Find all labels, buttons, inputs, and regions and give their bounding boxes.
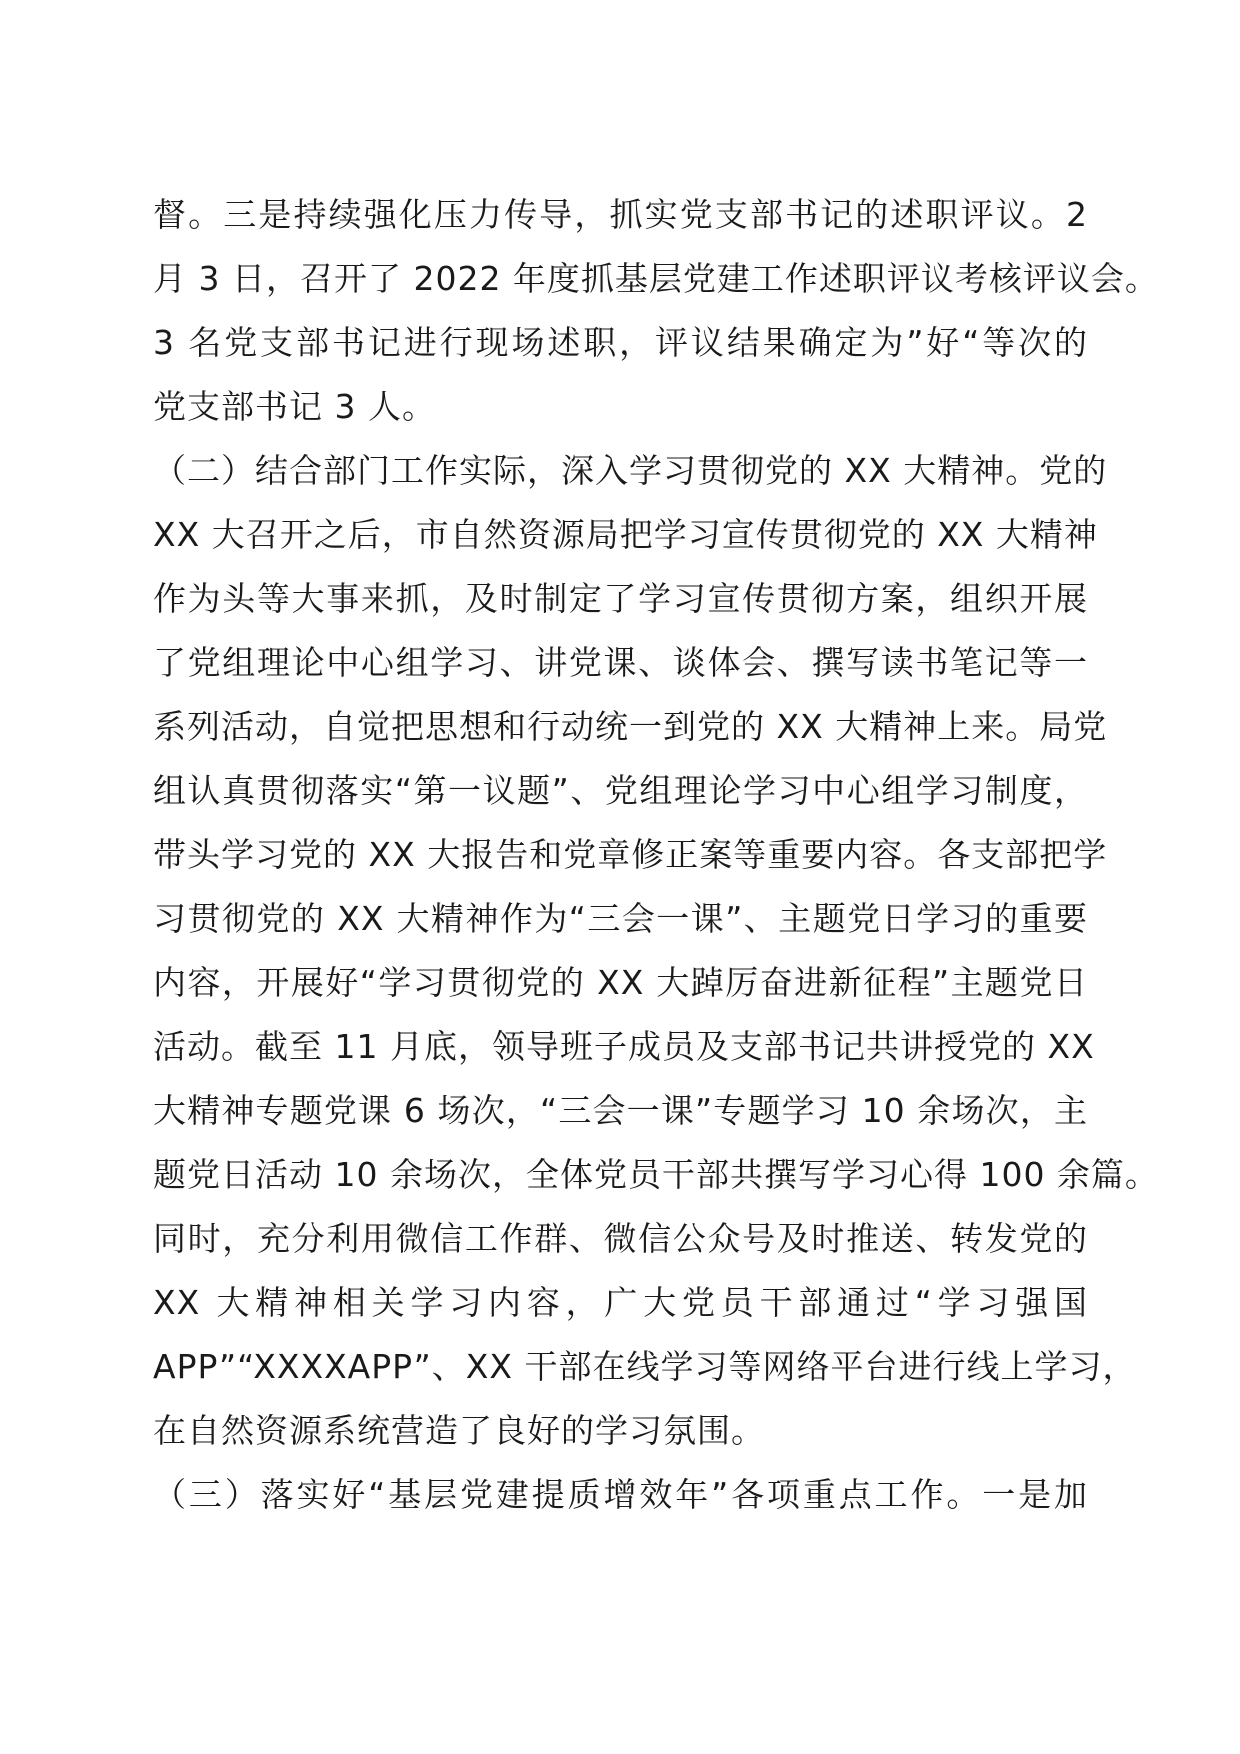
body-text [153, 183, 1159, 1527]
text-line: 内容，开展好“学习贯彻党的 XX 大踔厉奋进新征程”主题党日 [153, 963, 1088, 1002]
section-heading-line: （二）结合部门工作实际，深入学习贯彻党的 XX 大精神。党的 [153, 451, 1108, 490]
text-line: XX 大精神相关学习内容，广大党员干部通过“学习强国 [153, 1283, 1088, 1322]
text-line: 组认真贯彻落实“第一议题”、党组理论学习中心组学习制度， [153, 771, 1088, 810]
text-line: 在自然资源系统营造了良好的学习氛围。 [153, 1411, 765, 1450]
text-line: 作为头等大事来抓，及时制定了学习宣传贯彻方案，组织开展 [153, 579, 1088, 618]
text-line: 题党日活动 10 余场次，全体党员干部共撰写学习心得 100 余篇。 [153, 1155, 1159, 1194]
text-line: 系列活动，自觉把思想和行动统一到党的 XX 大精神上来。局党 [153, 707, 1108, 746]
text-line: 大精神专题党课 6 场次，“三会一课”专题学习 10 余场次，主 [153, 1091, 1088, 1130]
text-line: 习贯彻党的 XX 大精神作为“三会一课”、主题党日学习的重要 [153, 899, 1088, 938]
text-line: 了党组理论中心组学习、讲党课、谈体会、撰写读书笔记等一 [153, 643, 1088, 682]
text-line: 3 名党支部书记进行现场述职，评议结果确定为”好“等次的 [153, 323, 1088, 362]
text-line: 月 3 日，召开了 2022 年度抓基层党建工作述职评议考核评议会。 [153, 259, 1159, 298]
text-line: 带头学习党的 XX 大报告和党章修正案等重要内容。各支部把学 [153, 835, 1108, 874]
text-line: XX 大召开之后，市自然资源局把学习宣传贯彻党的 XX 大精神 [153, 515, 1098, 554]
section-heading-line: （三）落实好“基层党建提质增效年”各项重点工作。一是加 [153, 1475, 1088, 1514]
text-line: 督。三是持续强化压力传导，抓实党支部书记的述职评议。2 [153, 195, 1088, 234]
text-line: APP”“XXXXAPP”、XX 干部在线学习等网络平台进行线上学习， [153, 1347, 1137, 1386]
text-line: 同时，充分利用微信工作群、微信公众号及时推送、转发党的 [153, 1219, 1088, 1258]
text-line: 党支部书记 3 人。 [153, 387, 436, 426]
text-line: 活动。截至 11 月底，领导班子成员及支部书记共讲授党的 XX [153, 1027, 1095, 1066]
